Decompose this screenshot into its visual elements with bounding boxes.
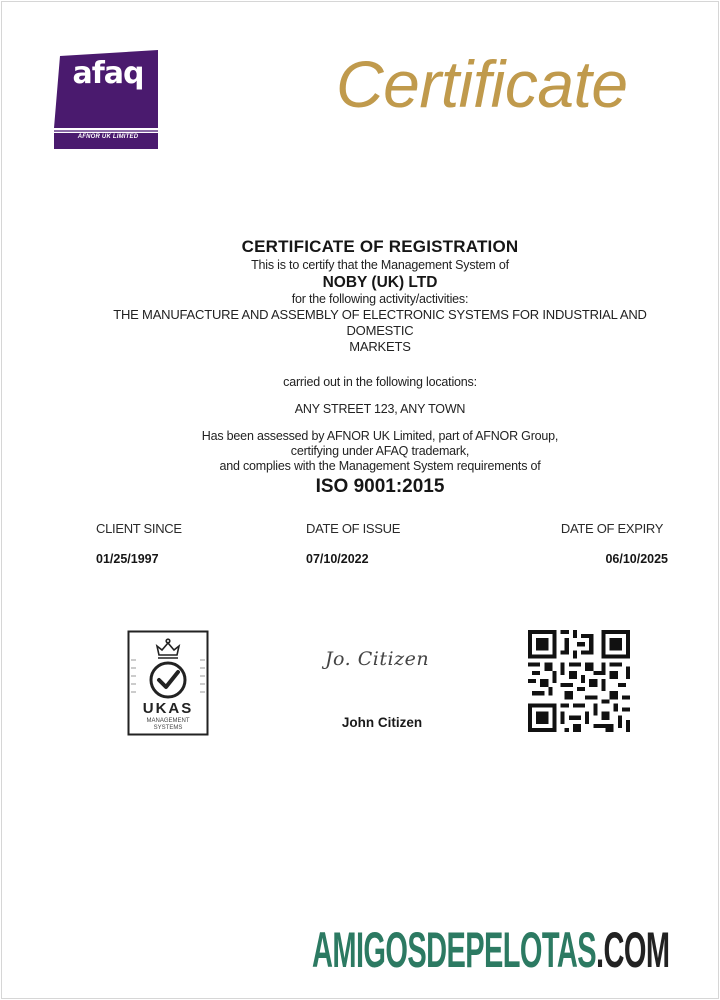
certificate-heading: Certificate [336, 47, 628, 121]
client-since-value: 01/25/1997 [96, 552, 159, 566]
locations-intro: carried out in the following locations: [283, 375, 477, 389]
location-address: ANY STREET 123, ANY TOWN [294, 402, 466, 416]
watermark-main: AMIGOSDEPELOTAS [312, 922, 597, 978]
activity-line: MARKETS [349, 339, 411, 354]
qr-code-pattern-icon [528, 630, 630, 732]
signer-name: John Citizen [341, 715, 423, 730]
activity-intro: for the following activity/activities: [291, 292, 469, 306]
certificate-body [80, 236, 680, 499]
ukas-crown-check-icon [127, 630, 209, 736]
watermark [312, 922, 670, 978]
ukas-accreditation-mark [127, 630, 209, 736]
client-since [96, 521, 182, 567]
iso-standard: ISO 9001:2015 [315, 476, 445, 497]
certificate-title: CERTIFICATE OF REGISTRATION [241, 237, 519, 256]
afaq-logo-subtitle: AFNOR UK LIMITED [77, 134, 139, 140]
qr-code-icon [528, 630, 630, 732]
svg-text:MANAGEMENT: MANAGEMENT [146, 718, 190, 724]
dates-row [96, 521, 668, 571]
certify-intro: This is to certify that the Management System of [251, 258, 509, 272]
date-of-expiry-value: 06/10/2025 [605, 552, 668, 566]
date-of-issue-value: 07/10/2022 [306, 552, 369, 566]
activity-line: DOMESTIC [346, 323, 414, 338]
activity-line: THE MANUFACTURE AND ASSEMBLY OF ELECTRONIC SYSTEMS FOR INDUSTRIAL AND [113, 307, 647, 322]
svg-text:UKAS: UKAS [142, 700, 194, 717]
date-of-expiry-label: DATE OF EXPIRY [560, 521, 664, 536]
date-of-issue-label: DATE OF ISSUE [306, 521, 401, 536]
assessment-line: certifying under AFAQ trademark, [290, 444, 470, 458]
afaq-logo [54, 50, 160, 152]
signature-script: Jo. Citizen [324, 648, 430, 670]
date-of-expiry [556, 521, 668, 567]
date-of-issue [306, 521, 400, 567]
company-name: NOBY (UK) LTD [322, 274, 438, 291]
svg-text:SYSTEMS: SYSTEMS [153, 725, 183, 731]
assessment-line: and complies with the Management System requirements of [219, 459, 541, 473]
client-since-label: CLIENT SINCE [96, 521, 182, 536]
assessment-line: Has been assessed by AFNOR UK Limited, part of AFNOR Group, [201, 429, 559, 443]
watermark-suffix: .COM [596, 922, 670, 978]
afaq-logo-text: afaq [72, 56, 144, 91]
